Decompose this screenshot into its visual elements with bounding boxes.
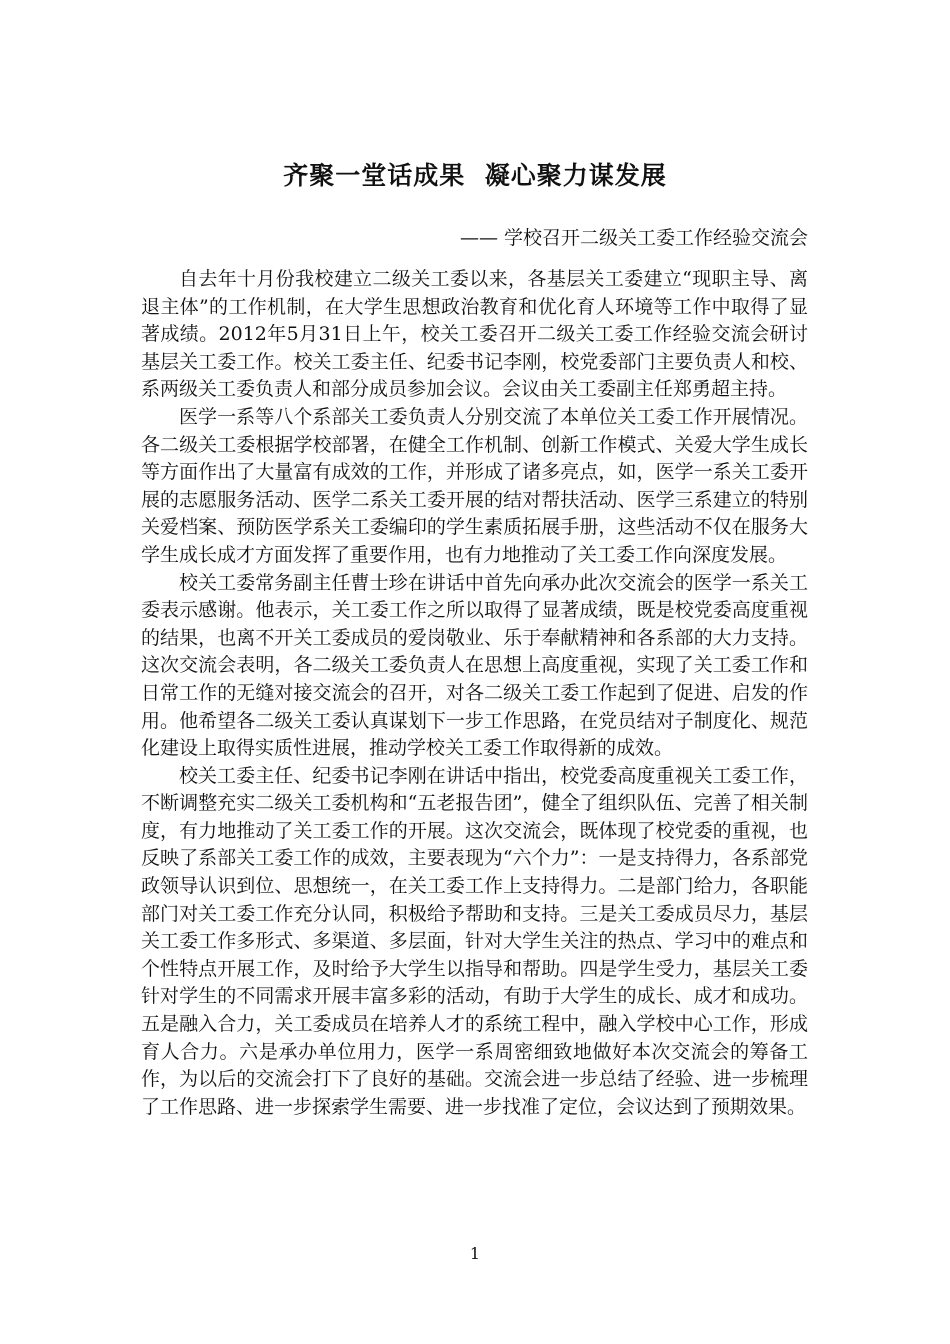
paragraph-3: 校关工委常务副主任曹士珍在讲话中首先向承办此次交流会的医学一系关工委表示感谢。他表示，关工委工作之所以取得了显著成绩，既是校党委高度重视的结果，也离不开关工委成员的爱岗敬业、乐于奉献精神和各系部的大力支持。这次交流会表明，各二级关工委负责人在思想上高度重视，实现了关工委工作和日常工作的无缝对接交流会的召开，对各二级关工委工作起到了促进、启发的作用。他希望各二级关工委认真谋划下一步工作思路，在党员结对子制度化、规范化建设上取得实质性进展，推动学校关工委工作取得新的成效。 — [141, 571, 808, 760]
paragraph-2: 医学一系等八个系部关工委负责人分别交流了本单位关工委工作开展情况。各二级关工委根据学校部署，在健全工作机制、创新工作模式、关爱大学生成长等方面作出了大量富有成效的工作，并形成了诸多亮点，如，医学一系关工委开展的志愿服务活动、医学二系关工委开展的结对帮扶活动、医学三系建立的特别关爱档案、预防医学系关工委编印的学生素质拓展手册，这些活动不仅在服务大学生成长成才方面发挥了重要作用，也有力地推动了关工委工作向深度发展。 — [141, 405, 808, 566]
paragraph-4: 校关工委主任、纪委书记李刚在讲话中指出，校党委高度重视关工委工作，不断调整充实二级关工委机构和“五老报告团”，健全了组织队伍、完善了相关制度，有力地推动了关工委工作的开展。这次交流会，既体现了校党委的重视，也反映了系部关工委工作的成效，主要表现为“六个力”：一是支持得力，各系部党政领导认识到位、思想统一，在关工委工作上支持得力。二是部门给力，各职能部门对关工委工作充分认同，积极给予帮助和支持。三是关工委成员尽力，基层关工委工作多形式、多渠道、多层面，针对大学生关注的热点、学习中的难点和个性特点开展工作，及时给予大学生以指导和帮助。四是学生受力，基层关工委针对学生的不同需求开展丰富多彩的活动，有助于大学生的成长、成才和成功。五是融入合力，关工委成员在培养人才的系统工程中，融入学校中心工作，形成育人合力。六是承办单位用力，医学一系周密细致地做好本次交流会的筹备工作，为以后的交流会打下了良好的基础。交流会进一步总结了经验、进一步梳理了工作思路、进一步探索学生需要、进一步找准了定位，会议达到了预期效果。 — [141, 764, 808, 1118]
document-title: 齐聚一堂话成果 凝心聚力谋发展 — [283, 161, 667, 190]
paragraph-1: 自去年十月份我校建立二级关工委以来，各基层关工委建立“现职主导、离退主体”的工作机制，在大学生思想政治教育和优化育人环境等工作中取得了显著成绩。2012年5月31日上午，校关工委召开二级关工委工作经验交流会研讨基层关工委工作。校关工委主任、纪委书记李刚，校党委部门主要负责人和校、系两级关工委负责人和部分成员参加会议。会议由关工委副主任郑勇超主持。 — [141, 268, 808, 401]
page-number: 1 — [469, 1244, 481, 1263]
document-subtitle: —— 学校召开二级关工委工作经验交流会 — [459, 227, 808, 249]
document-body — [141, 266, 808, 1121]
